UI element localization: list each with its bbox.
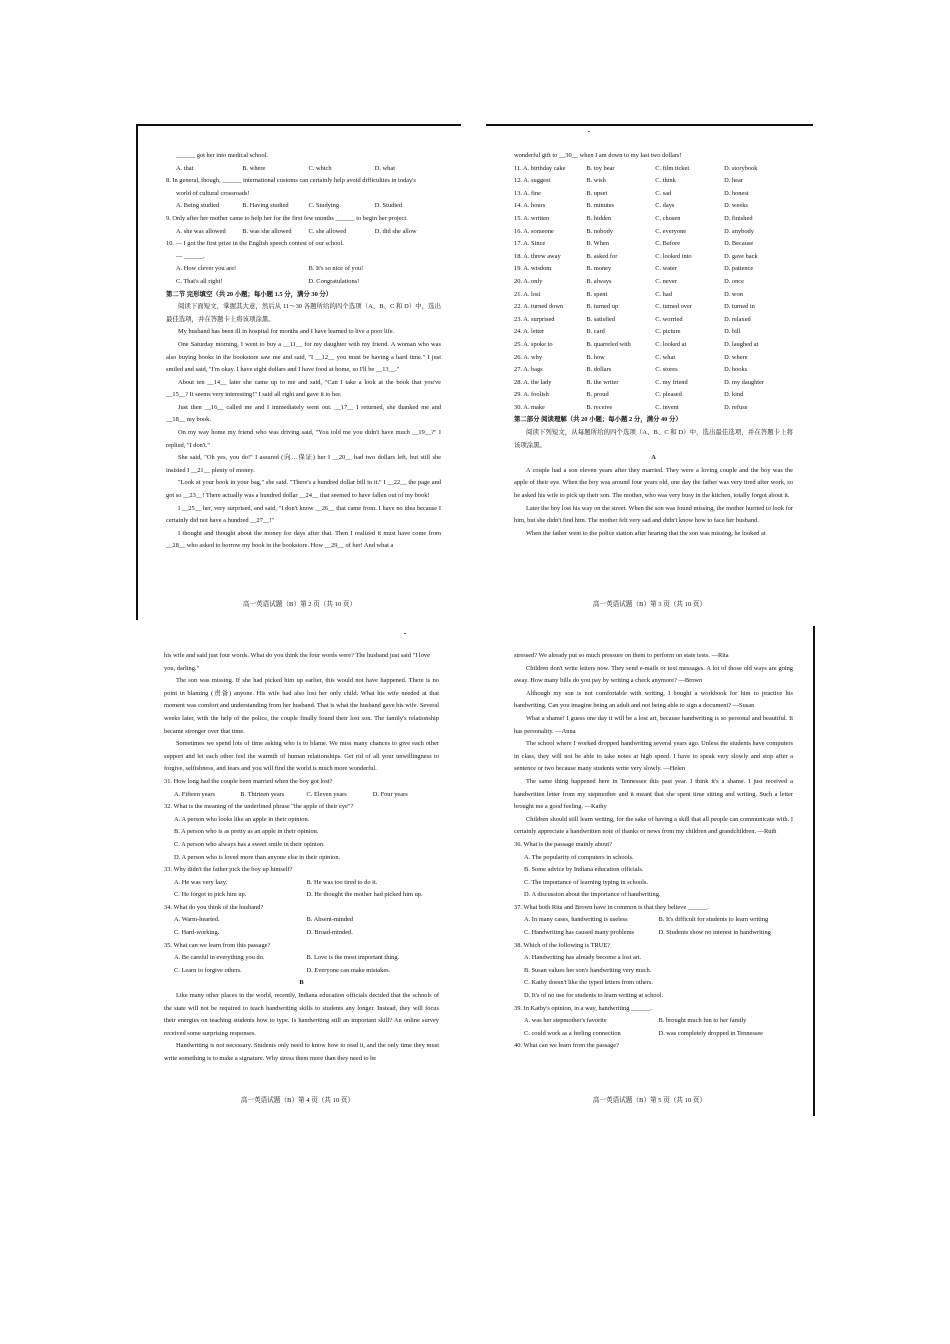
text-line: My husband has been ill in hospital for months and I have learned to live a poor life. (178, 328, 395, 336)
option-text: B. It's difficult for students to learn writing (658, 916, 769, 924)
section-heading: 第二部分 阅读理解（共 20 小题；每小题 2 分，满分 40 分） (514, 416, 682, 424)
option-text: B. Having studied (242, 202, 289, 210)
option-text: 30. A. make (514, 403, 545, 411)
option-text: D. kind (724, 391, 744, 399)
option-text: D. did she allow (374, 227, 417, 235)
option-text: C. stores (655, 366, 678, 374)
text-line: 39. In Kathy's opinion, in a way, handwriting ______. (514, 1004, 652, 1012)
options-row (514, 352, 793, 365)
option-text: C. everyone (655, 227, 687, 235)
option-text: C. which (308, 164, 332, 172)
text-line: One Saturday morning, I went to buy a __11__ for my daughter with my friend. A woman who was also buying books in the bookstore saw me and said, "I __12__ you must be having a hard time." I just smiled and said, "I'm okay. I have eight dollars and I have food at home, so I'll be __13__." (166, 340, 441, 374)
text-line: C. Kathy doesn't like the typed letters from others. (524, 979, 653, 987)
text-line: B. Some advice by Indiana education officials. (524, 866, 644, 874)
option-text: C. Hard-working. (174, 929, 220, 937)
option-text: D. what (374, 164, 395, 172)
text-line: 37. What both Rita and Brown have in common is that they believe ______. (514, 903, 709, 911)
option-text: A. How clever you are! (176, 265, 237, 273)
option-text: 29. A. foolish (514, 391, 549, 399)
option-text: 20. A. only (514, 277, 543, 285)
option-text: 16. A. someone (514, 227, 554, 235)
option-text: 15. A. written (514, 214, 550, 222)
text-line: I __25__ her, very surprised, and said, "I don't know __26__ that came from. I have no idea because I certainly did not have a hundred __27__!" (166, 504, 441, 525)
option-text: B. satisfied (586, 315, 616, 323)
option-text: D. weeks (724, 202, 748, 210)
page-body (514, 650, 793, 1053)
option-text: D. gave back (724, 252, 758, 260)
page-footer: 高一英语试题（B）第 4 页（共 10 页） (240, 1097, 355, 1105)
option-text: 12. A. suggest (514, 177, 551, 185)
option-text: D. Because (724, 240, 754, 248)
option-text: 22. A. turned down (514, 303, 564, 311)
options-row (514, 213, 793, 226)
option-text: 26. A. why (514, 353, 543, 361)
option-text: B. It's so nice of you! (308, 265, 364, 273)
option-text: B. the writer (586, 378, 619, 386)
page-body (164, 650, 439, 1066)
text-line: What a shame! I guess one day it will be a lost art, because handwriting is so personal and beautiful. It has personality. —Anna (514, 714, 793, 735)
options-row (514, 1028, 793, 1041)
text-line: B. Susan values her son's handwriting very much. (524, 966, 652, 974)
option-text: D. Congratulations! (308, 277, 360, 285)
option-text: B. was she allowed (242, 227, 292, 235)
scan-speck (588, 131, 590, 132)
option-text: D. bill (724, 328, 741, 336)
options-row (166, 263, 441, 276)
text-line: 36. What is the passage mainly about? (514, 840, 613, 848)
options-row (514, 1015, 793, 1028)
page-body (166, 150, 441, 553)
options-row (514, 389, 793, 402)
option-text: C. pleased (655, 391, 682, 399)
option-text: 11. A. birthday cake (514, 164, 566, 172)
options-row (514, 927, 793, 940)
options-row (514, 402, 793, 415)
text-line: A. The popularity of computers in schools. (524, 853, 634, 861)
option-text: B. asked for (586, 252, 618, 260)
option-text: B. wish (586, 177, 606, 185)
option-text: C. had (655, 290, 672, 298)
options-row (514, 226, 793, 239)
options-row (514, 314, 793, 327)
options-row (514, 175, 793, 188)
option-text: C. Studying (308, 202, 340, 210)
options-row (164, 789, 439, 802)
text-line: On my way home my friend who was driving said, "You told me you didn't have much __19__?" I replied, "I don't." (166, 429, 441, 449)
passage-label: B (299, 979, 304, 987)
option-text: C. could work as a feeling connection (524, 1029, 621, 1037)
text-line: wonderful gift to __30__ when I am down to my last two dollars! (514, 152, 682, 159)
options-row (514, 339, 793, 352)
text-line: 10. — I got the first prize in the English speech contest of our school. (166, 240, 344, 248)
option-text: D. Four years (372, 790, 408, 798)
option-text: D. honest (724, 189, 749, 197)
options-row (514, 301, 793, 314)
options-row (164, 965, 439, 978)
option-text: 14. A. hours (514, 202, 546, 210)
text-line: Children don't write letters now. They send e-mails or text messages. A lot of those old ways are going away. How many bills do you pay by writing a check anymore? —Brown (514, 664, 793, 685)
text-line: D. A person who is loved more than anyone else in their opinion. (174, 853, 341, 861)
option-text: A. Being studied (176, 202, 220, 210)
options-row (164, 927, 439, 940)
text-line: 40. What can we learn from the passage? (514, 1042, 619, 1050)
option-text: B. brought much fun to her family (658, 1017, 747, 1025)
text-line: 9. Only after her mother came to help her for the first few months ______ to begin her project. (166, 214, 408, 222)
text-line: Children should still learn writing, for the sake of having a skill that all people can communicate with. I certainly appreciate a handwritten note of thanks or news from my children and grandchildren. —Ruth (514, 815, 793, 836)
option-text: D. hear (724, 177, 743, 185)
option-text: C. Eleven years (306, 790, 347, 798)
option-text: 13. A. fine (514, 189, 541, 197)
option-text: D. once (724, 277, 744, 285)
text-line: 31. How long had the couple been married when the boy got lost? (164, 777, 333, 785)
option-text: D. Students show no interest in handwriting (658, 929, 771, 937)
option-text: C. water (655, 265, 677, 273)
section-heading: 第二节 完形填空（共 20 小题；每小题 1.5 分，满分 30 分） (166, 290, 333, 298)
text-line: world of cultural crossroads! (176, 189, 250, 197)
options-row (166, 163, 441, 176)
text-line: The school where I worked dropped handwriting several years ago. Unless the students have computers in class, they will not be able to take notes at high speed. I have to speak very slowly and stop after a sentence or two because many students write very slowly. —Helen (514, 740, 793, 773)
text-line: The son was missing. If she had picked him up earlier, this would not have happened. There is no point in blaming (责备) anyone. His wife had also lost her only child. What his wife needed at that moment was comfort and understanding from her husband. That is what the husband gave his wife. Several weeks later, with the help of the police, the couple finally found their lost son. The family's relationship became stronger over that time. (164, 677, 439, 735)
options-row (514, 377, 793, 390)
option-text: B. nobody (586, 227, 613, 235)
option-text: B. spent (586, 290, 608, 298)
option-text: D. Everyone can make mistakes. (306, 966, 391, 974)
option-text: D. patience (724, 265, 754, 273)
option-text: C. she allowed (308, 227, 347, 235)
option-text: B. card (586, 328, 605, 336)
option-text: D. books (724, 366, 748, 374)
option-text: A. Warm-hearted. (174, 916, 220, 924)
option-text: D. anybody (724, 227, 754, 235)
text-line: Sometimes we spend lots of time asking who is to blame. We miss many chances to give each other support and let each other feel the warmth of human relationships. Get rid of all your unwillingness to forgive, selfishness, and fears and you will find the world is much more wonderful. (164, 740, 439, 773)
text-line: Later the boy lost his way on the street. When the son was found missing, the mother hurried to look for him, but she didn't find him. The mother felt very sad and didn't know how to face her husband. (514, 504, 793, 525)
text-line: Although my son is not comfortable with writing, I bought a workbook for him to practice his handwriting. Can you imagine being an adult and not being able to sign a document? —Susan (514, 689, 793, 710)
option-text: C. He forgot to pick him up. (174, 891, 247, 899)
options-row (514, 163, 793, 176)
option-text: D. my daughter (724, 378, 765, 386)
text-line: About ten __14__ later she came up to me and said, "Can I take a look at the book that you've __15__? It seems very interesting!" I said all right and gave it to her. (166, 378, 441, 399)
option-text: A. In many cases, handwriting is useless (524, 916, 628, 924)
option-text: C. worried (655, 315, 683, 323)
text-line: A couple had a son eleven years after they married. They were a loving couple and the boy was the apple of their eye. When the boy was around four years old, one day the father was very tired after work, so he asked his wife to pick up their son. The mother, who was very busy in the kitchen, totally forgot about it. (514, 466, 793, 500)
option-text: C. what (655, 353, 676, 361)
options-row (514, 276, 793, 289)
text-line: his wife and said just four words. What do you think the four words were? The husband just said "I love you, darling." (164, 652, 430, 672)
page-footer: 高一英语试题（B）第 2 页（共 10 页） (242, 601, 357, 609)
text-line: 33. Why didn't the father pick the boy up himself? (164, 866, 293, 874)
text-line: When the father went to the police station after hearing that the son was missing, he looked at (526, 529, 766, 537)
option-text: B. how (586, 353, 605, 361)
option-text: D. Studied (374, 202, 403, 210)
option-text: C. That's all right! (176, 277, 223, 285)
option-text: 27. A. bags (514, 366, 543, 374)
options-row (166, 226, 441, 239)
option-text: 21. A. lost (514, 290, 541, 298)
option-text: 23. A. surprised (514, 315, 555, 323)
option-text: C. never (655, 277, 677, 285)
page-footer: 高一英语试题（B）第 3 页（共 10 页） (592, 601, 707, 609)
option-text: 28. A. the lady (514, 378, 552, 386)
option-text: B. minutes (586, 202, 615, 210)
text-line: stressed? We already put so much pressure on them to perform on state tests. —Rita (514, 652, 729, 659)
option-text: D. He thought the mother had picked him up. (306, 891, 423, 899)
options-row (164, 914, 439, 927)
text-line: D. A discussion about the importance of handwriting. (524, 891, 661, 899)
option-text: B. receive (586, 403, 613, 411)
option-text: B. where (242, 164, 266, 172)
option-text: B. toy bear (586, 164, 615, 172)
option-text: D. refuse (724, 403, 748, 411)
option-text: A. that (176, 164, 194, 172)
text-line: Handwriting is not necessary. Students only need to know how to read it, and the only time they must write something is to make a signature. Why stress them more than they need to be (164, 1042, 439, 1062)
option-text: 19. A. wisdom (514, 265, 552, 273)
exam-page-3 (486, 124, 813, 620)
options-row (514, 364, 793, 377)
text-line: A. A person who looks like an apple in their opinion. (174, 815, 310, 823)
option-text: B. hidden (586, 214, 612, 222)
option-text: C. looked into (655, 252, 692, 260)
page-footer: 高一英语试题（B）第 5 页（共 10 页） (592, 1097, 707, 1105)
option-text: D. Broad-minded. (306, 929, 353, 937)
options-row (164, 889, 439, 902)
option-text: C. days (655, 202, 675, 210)
options-row (514, 200, 793, 213)
exam-page-2 (136, 124, 461, 620)
options-row (164, 952, 439, 965)
option-text: 17. A. Since (514, 240, 546, 248)
option-text: D. where (724, 353, 748, 361)
option-text: B. quarreled with (586, 340, 631, 348)
option-text: 25. A. spoke to (514, 340, 553, 348)
option-text: 24. A. letter (514, 328, 545, 336)
options-row (166, 276, 441, 289)
option-text: C. my friend (655, 378, 688, 386)
option-text: 18. A. threw away (514, 252, 561, 260)
text-line: Just then __16__ called me and I immediately went out. __17__ I returned, she thanked me and __18__ my book. (166, 403, 441, 424)
options-row (514, 251, 793, 264)
text-line: 32. What is the meaning of the underlined phrase "the apple of their eye"? (164, 803, 354, 811)
option-text: B. Thirteen years (240, 790, 285, 798)
text-line: A. Handwriting has already become a lost art. (524, 954, 642, 962)
text-line: The same thing happened here in Tennessee this past year. I think it's a shame. I just received a handwritten letter from my stepmother and it meant that she spent time sitting and writing. Such a letter brought me a good feeling. —Kathy (514, 777, 793, 811)
option-text: B. upset (586, 189, 608, 197)
option-text: A. she was allowed (176, 227, 226, 235)
text-line: She said, "Oh yes, you do!" I assured (向…保证) her I __20__ had two dollars left, but still she insisted I __21__ plenty of money. (166, 454, 441, 474)
option-text: C. Before (655, 240, 681, 248)
text-line: D. It's of no use for students to learn writing at school. (524, 992, 664, 1000)
text-line: B. A person who is as pretty as an apple in their opinion. (174, 828, 319, 836)
options-row (164, 877, 439, 890)
option-text: C. looked at (655, 340, 687, 348)
option-text: A. was her stepmother's favorite (524, 1017, 607, 1025)
option-text: A. He was very lazy. (174, 878, 228, 886)
option-text: A. Fifteen years (174, 790, 215, 798)
text-line: C. The importance of learning typing in schools. (524, 878, 648, 886)
options-row (514, 914, 793, 927)
option-text: B. always (586, 277, 612, 285)
option-text: D. won (724, 290, 743, 298)
option-text: B. When (586, 240, 609, 248)
text-line: 8. In general, though, ______ international customs can certainly help avoid difficulties in today's (166, 177, 416, 185)
option-text: C. Handwriting has caused many problems (524, 929, 635, 937)
text-line: 阅读下面短文，掌握其大意，然后从 11～30 各题所给的四个选项（A、B、C 和 D）中，选出最佳选项，并在答题卡上将该项涂黑。 (166, 303, 441, 323)
option-text: C. film ticket (655, 164, 690, 172)
scan-speck (404, 633, 406, 634)
option-text: D. finished (724, 214, 753, 222)
option-text: C. picture (655, 328, 681, 336)
option-text: D. was completely dropped in Tennessee (658, 1029, 763, 1037)
option-text: B. proud (586, 391, 609, 399)
text-line: "Look at your book in your bag," she said. "There's a hundred dollar bill in it." I __22__ the page and got so __23__! There actually was a hundred dollar __24__ that seemed to have fallen out of my book! (166, 479, 441, 500)
options-row (514, 326, 793, 339)
text-line: — ______. (176, 252, 205, 260)
option-text: D. relaxed (724, 315, 751, 323)
options-row (514, 263, 793, 276)
option-text: D. laughed at (724, 340, 759, 348)
option-text: D. turned in (724, 303, 755, 311)
text-line: 35. What can we learn from this passage? (164, 941, 271, 949)
option-text: B. Love is the most important thing. (306, 954, 400, 962)
option-text: B. He was too tired to do it. (306, 878, 378, 886)
options-row (514, 289, 793, 302)
option-text: A. Be careful in everything you do. (174, 954, 265, 962)
options-row (166, 200, 441, 213)
text-line: I thought and thought about the money for days after that. Then I realized it must have come from __28__ who asked to borrow my book in the bookstore. How __29__ of her! And what a (166, 529, 441, 550)
text-line: ______ got her into medical school. (176, 152, 268, 159)
option-text: B. turned up (586, 303, 619, 311)
option-text: C. Learn to forgive others. (174, 966, 242, 974)
text-line: 38. Which of the following is TRUE? (514, 941, 611, 949)
option-text: B. dollars (586, 366, 612, 374)
option-text: B. Absent-minded (306, 916, 354, 924)
option-text: B. money (586, 265, 612, 273)
text-line: Like many other places in the world, recently, Indiana education officials decided that the schools of the state will not be required to teach handwriting skills to students any longer. Instead, they will focus their energies on teaching students how to type. Is handwriting still an important skill? An online survey received some surprising responses. (164, 992, 439, 1037)
option-text: C. invent (655, 403, 679, 411)
option-text: C. think (655, 177, 676, 185)
exam-page-4 (136, 626, 459, 1116)
page-body (514, 150, 793, 540)
option-text: D. storybook (724, 164, 758, 172)
exam-page-5 (486, 626, 815, 1116)
text-line: 阅读下列短文，从每题所给的四个选项（A、B、C 和 D）中，选出最佳选项，并在答题卡上将该项涂黑。 (514, 429, 793, 449)
options-row (514, 188, 793, 201)
options-row (514, 238, 793, 251)
text-line: 34. What do you think of the husband? (164, 903, 264, 911)
option-text: C. sad (655, 189, 672, 197)
text-line: C. A person who always has a sweet smile in their opinion. (174, 840, 325, 848)
option-text: C. chosen (655, 214, 681, 222)
passage-label: A (651, 454, 656, 462)
option-text: C. turned over (655, 303, 692, 311)
